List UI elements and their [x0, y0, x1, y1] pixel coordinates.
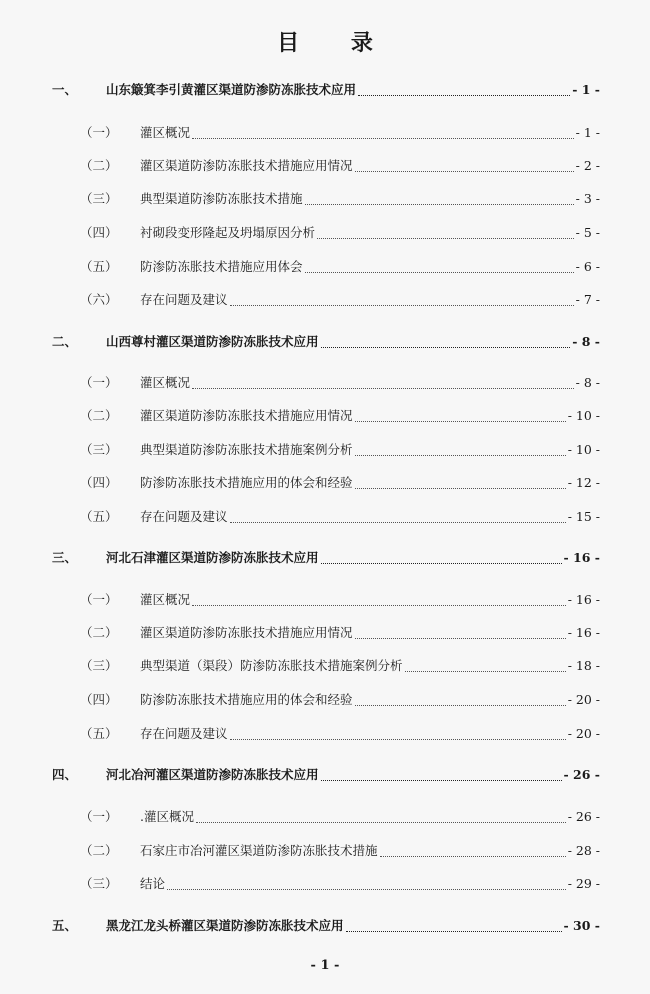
- toc-section-row[interactable]: [0, 123, 650, 143]
- toc-page-number: - 26 -: [563, 767, 600, 782]
- toc-section-row[interactable]: [0, 623, 650, 643]
- dot-leader: [355, 455, 566, 456]
- toc-page-number: - 8 -: [575, 375, 600, 390]
- dot-leader: [321, 780, 562, 781]
- page-title: 目 录: [277, 30, 395, 56]
- toc-entry-title[interactable]: 灌区概况: [140, 125, 191, 140]
- toc-entry: [140, 807, 600, 827]
- toc-entry-title[interactable]: 河北冶河灌区渠道防渗防冻胀技术应用: [106, 767, 319, 782]
- toc-entry-number: （三）: [80, 191, 118, 206]
- toc-section-row[interactable]: [0, 373, 650, 393]
- toc-entry: [106, 765, 600, 785]
- dot-leader: [355, 171, 574, 172]
- toc-page-number: - 16 -: [567, 625, 600, 640]
- toc-entry-title[interactable]: 防渗防冻胀技术措施应用体会: [140, 259, 303, 274]
- toc-section-row[interactable]: [0, 724, 650, 744]
- toc-chapter-row[interactable]: [0, 548, 650, 568]
- toc-entry-number: （三）: [80, 876, 118, 891]
- toc-page-number: - 6 -: [575, 259, 600, 274]
- dot-leader: [321, 347, 571, 348]
- toc-entry-number: （一）: [80, 125, 118, 140]
- dot-leader: [355, 638, 566, 639]
- toc-entry-number: （二）: [80, 158, 118, 173]
- toc-section-row[interactable]: [0, 290, 650, 310]
- dot-leader: [305, 272, 574, 273]
- toc-entry-title[interactable]: 灌区渠道防渗防冻胀技术措施应用情况: [140, 158, 353, 173]
- toc-section-row[interactable]: [0, 690, 650, 710]
- toc-entry-title[interactable]: 防渗防冻胀技术措施应用的体会和经验: [140, 692, 353, 707]
- toc-entry-number: （四）: [80, 692, 118, 707]
- toc-page-number: - 16 -: [567, 592, 600, 607]
- toc-page-number: - 5 -: [575, 225, 600, 240]
- toc-page-number: - 18 -: [567, 658, 600, 673]
- toc-page-number: - 16 -: [563, 550, 600, 565]
- toc-entry-title[interactable]: 结论: [140, 876, 166, 891]
- dot-leader: [321, 563, 562, 564]
- dot-leader: [167, 889, 566, 890]
- toc-entry-number: （六）: [80, 292, 118, 307]
- toc-entry-title[interactable]: 灌区概况: [140, 592, 191, 607]
- toc-entry-title[interactable]: 典型渠道防渗防冻胀技术措施: [140, 191, 303, 206]
- toc-page-number: - 3 -: [575, 191, 600, 206]
- dot-leader: [380, 856, 566, 857]
- dot-leader: [192, 138, 574, 139]
- toc-entry: [140, 156, 600, 176]
- toc-entry-number: （三）: [80, 442, 118, 457]
- toc-entry: [140, 440, 600, 460]
- toc-entry-number: （五）: [80, 259, 118, 274]
- toc-entry-number: 三、: [52, 550, 78, 565]
- toc-entry-title[interactable]: 灌区渠道防渗防冻胀技术措施应用情况: [140, 408, 353, 423]
- toc-chapter-row[interactable]: [0, 332, 650, 352]
- toc-entry-title[interactable]: 存在问题及建议: [140, 292, 228, 307]
- toc-entry-title[interactable]: 灌区渠道防渗防冻胀技术措施应用情况: [140, 625, 353, 640]
- toc-entry-title[interactable]: 灌区概况: [140, 375, 191, 390]
- toc-section-row[interactable]: [0, 807, 650, 827]
- toc-entry-title[interactable]: .灌区概况: [140, 809, 194, 824]
- toc-entry-title[interactable]: 存在问题及建议: [140, 509, 228, 524]
- dot-leader: [230, 522, 566, 523]
- toc-page-number: - 2 -: [575, 158, 600, 173]
- dot-leader: [192, 388, 574, 389]
- toc-entry-number: （二）: [80, 843, 118, 858]
- toc-entry: [140, 656, 600, 676]
- toc-page-number: - 26 -: [567, 809, 600, 824]
- toc-entry-title[interactable]: 黑龙江龙头桥灌区渠道防渗防冻胀技术应用: [106, 918, 344, 933]
- toc-section-row[interactable]: [0, 507, 650, 527]
- toc-page-number: - 1 -: [575, 125, 600, 140]
- toc-entry-number: （四）: [80, 475, 118, 490]
- dot-leader: [317, 238, 574, 239]
- toc-entry-number: （二）: [80, 408, 118, 423]
- toc-entry: [140, 189, 600, 209]
- toc-section-row[interactable]: [0, 841, 650, 861]
- toc-entry-number: （一）: [80, 375, 118, 390]
- toc-page-number: - 20 -: [567, 692, 600, 707]
- toc-entry: [140, 406, 600, 426]
- toc-chapter-row[interactable]: [0, 765, 650, 785]
- page-number-footer: - 1 -: [310, 958, 340, 973]
- toc-page-number: - 7 -: [575, 292, 600, 307]
- toc-entry-number: 四、: [52, 767, 78, 782]
- dot-leader: [230, 739, 566, 740]
- toc-entry: [140, 841, 600, 861]
- toc-entry-number: （五）: [80, 509, 118, 524]
- toc-section-row[interactable]: [0, 189, 650, 209]
- dot-leader: [192, 605, 566, 606]
- toc-section-row[interactable]: [0, 406, 650, 426]
- toc-entry-number: （三）: [80, 658, 118, 673]
- dot-leader: [355, 705, 566, 706]
- toc-entry: [140, 507, 600, 527]
- toc-entry-title[interactable]: 山西尊村灌区渠道防渗防冻胀技术应用: [106, 334, 319, 349]
- toc-page-number: - 30 -: [563, 918, 600, 933]
- toc-page-number: - 8 -: [572, 334, 600, 349]
- dot-leader: [346, 931, 562, 932]
- toc-entry-title[interactable]: 存在问题及建议: [140, 726, 228, 741]
- toc-entry: [140, 473, 600, 493]
- toc-entry-number: （二）: [80, 625, 118, 640]
- toc-section-row[interactable]: [0, 590, 650, 610]
- toc-section-row[interactable]: [0, 874, 650, 894]
- dot-leader: [355, 488, 566, 489]
- toc-page-number: - 12 -: [567, 475, 600, 490]
- toc-page-number: - 10 -: [567, 408, 600, 423]
- toc-entry-number: 二、: [52, 334, 78, 349]
- dot-leader: [196, 822, 566, 823]
- toc-entry-number: （一）: [80, 809, 118, 824]
- toc-entry: [106, 548, 600, 568]
- toc-entry: [140, 123, 600, 143]
- toc-page-number: - 15 -: [567, 509, 600, 524]
- toc-entry: [140, 690, 600, 710]
- toc-entry: [140, 373, 600, 393]
- dot-leader: [358, 95, 570, 96]
- toc-entry: [106, 332, 600, 352]
- toc-section-row[interactable]: [0, 223, 650, 243]
- toc-entry: [106, 80, 600, 100]
- toc-entry: [140, 623, 600, 643]
- toc-entry-number: （四）: [80, 225, 118, 240]
- toc-entry: [140, 257, 600, 277]
- toc-entry-number: 五、: [52, 918, 78, 933]
- toc-section-row[interactable]: [0, 440, 650, 460]
- toc-section-row[interactable]: [0, 473, 650, 493]
- toc-entry-number: 一、: [52, 82, 78, 97]
- toc-section-row[interactable]: [0, 156, 650, 176]
- toc-entry: [140, 724, 600, 744]
- toc-entry-title[interactable]: 典型渠道（渠段）防渗防冻胀技术措施案例分析: [140, 658, 403, 673]
- toc-page-number: - 28 -: [567, 843, 600, 858]
- dot-leader: [305, 204, 574, 205]
- toc-entry: [106, 916, 600, 936]
- toc-page-number: - 20 -: [567, 726, 600, 741]
- toc-entry-title[interactable]: 防渗防冻胀技术措施应用的体会和经验: [140, 475, 353, 490]
- toc-entry-title[interactable]: 衬砌段变形隆起及坍塌原因分析: [140, 225, 316, 240]
- toc-section-row[interactable]: [0, 257, 650, 277]
- toc-entry-number: （一）: [80, 592, 118, 607]
- toc-entry-title[interactable]: 典型渠道防渗防冻胀技术措施案例分析: [140, 442, 353, 457]
- toc-section-row[interactable]: [0, 656, 650, 676]
- toc-page-number: - 1 -: [572, 82, 600, 97]
- dot-leader: [355, 421, 566, 422]
- toc-entry-number: （五）: [80, 726, 118, 741]
- toc-entry: [140, 874, 600, 894]
- dot-leader: [230, 305, 574, 306]
- toc-entry: [140, 290, 600, 310]
- dot-leader: [405, 671, 566, 672]
- toc-page-number: - 10 -: [567, 442, 600, 457]
- toc-entry: [140, 223, 600, 243]
- toc-chapter-row[interactable]: [0, 916, 650, 936]
- toc-chapter-row[interactable]: [0, 80, 650, 100]
- toc-entry-title[interactable]: 石家庄市冶河灌区渠道防渗防冻胀技术措施: [140, 843, 378, 858]
- toc-entry-title[interactable]: 河北石津灌区渠道防渗防冻胀技术应用: [106, 550, 319, 565]
- toc-page-number: - 29 -: [567, 876, 600, 891]
- toc-entry: [140, 590, 600, 610]
- toc-entry-title[interactable]: 山东簸箕李引黄灌区渠道防渗防冻胀技术应用: [106, 82, 357, 97]
